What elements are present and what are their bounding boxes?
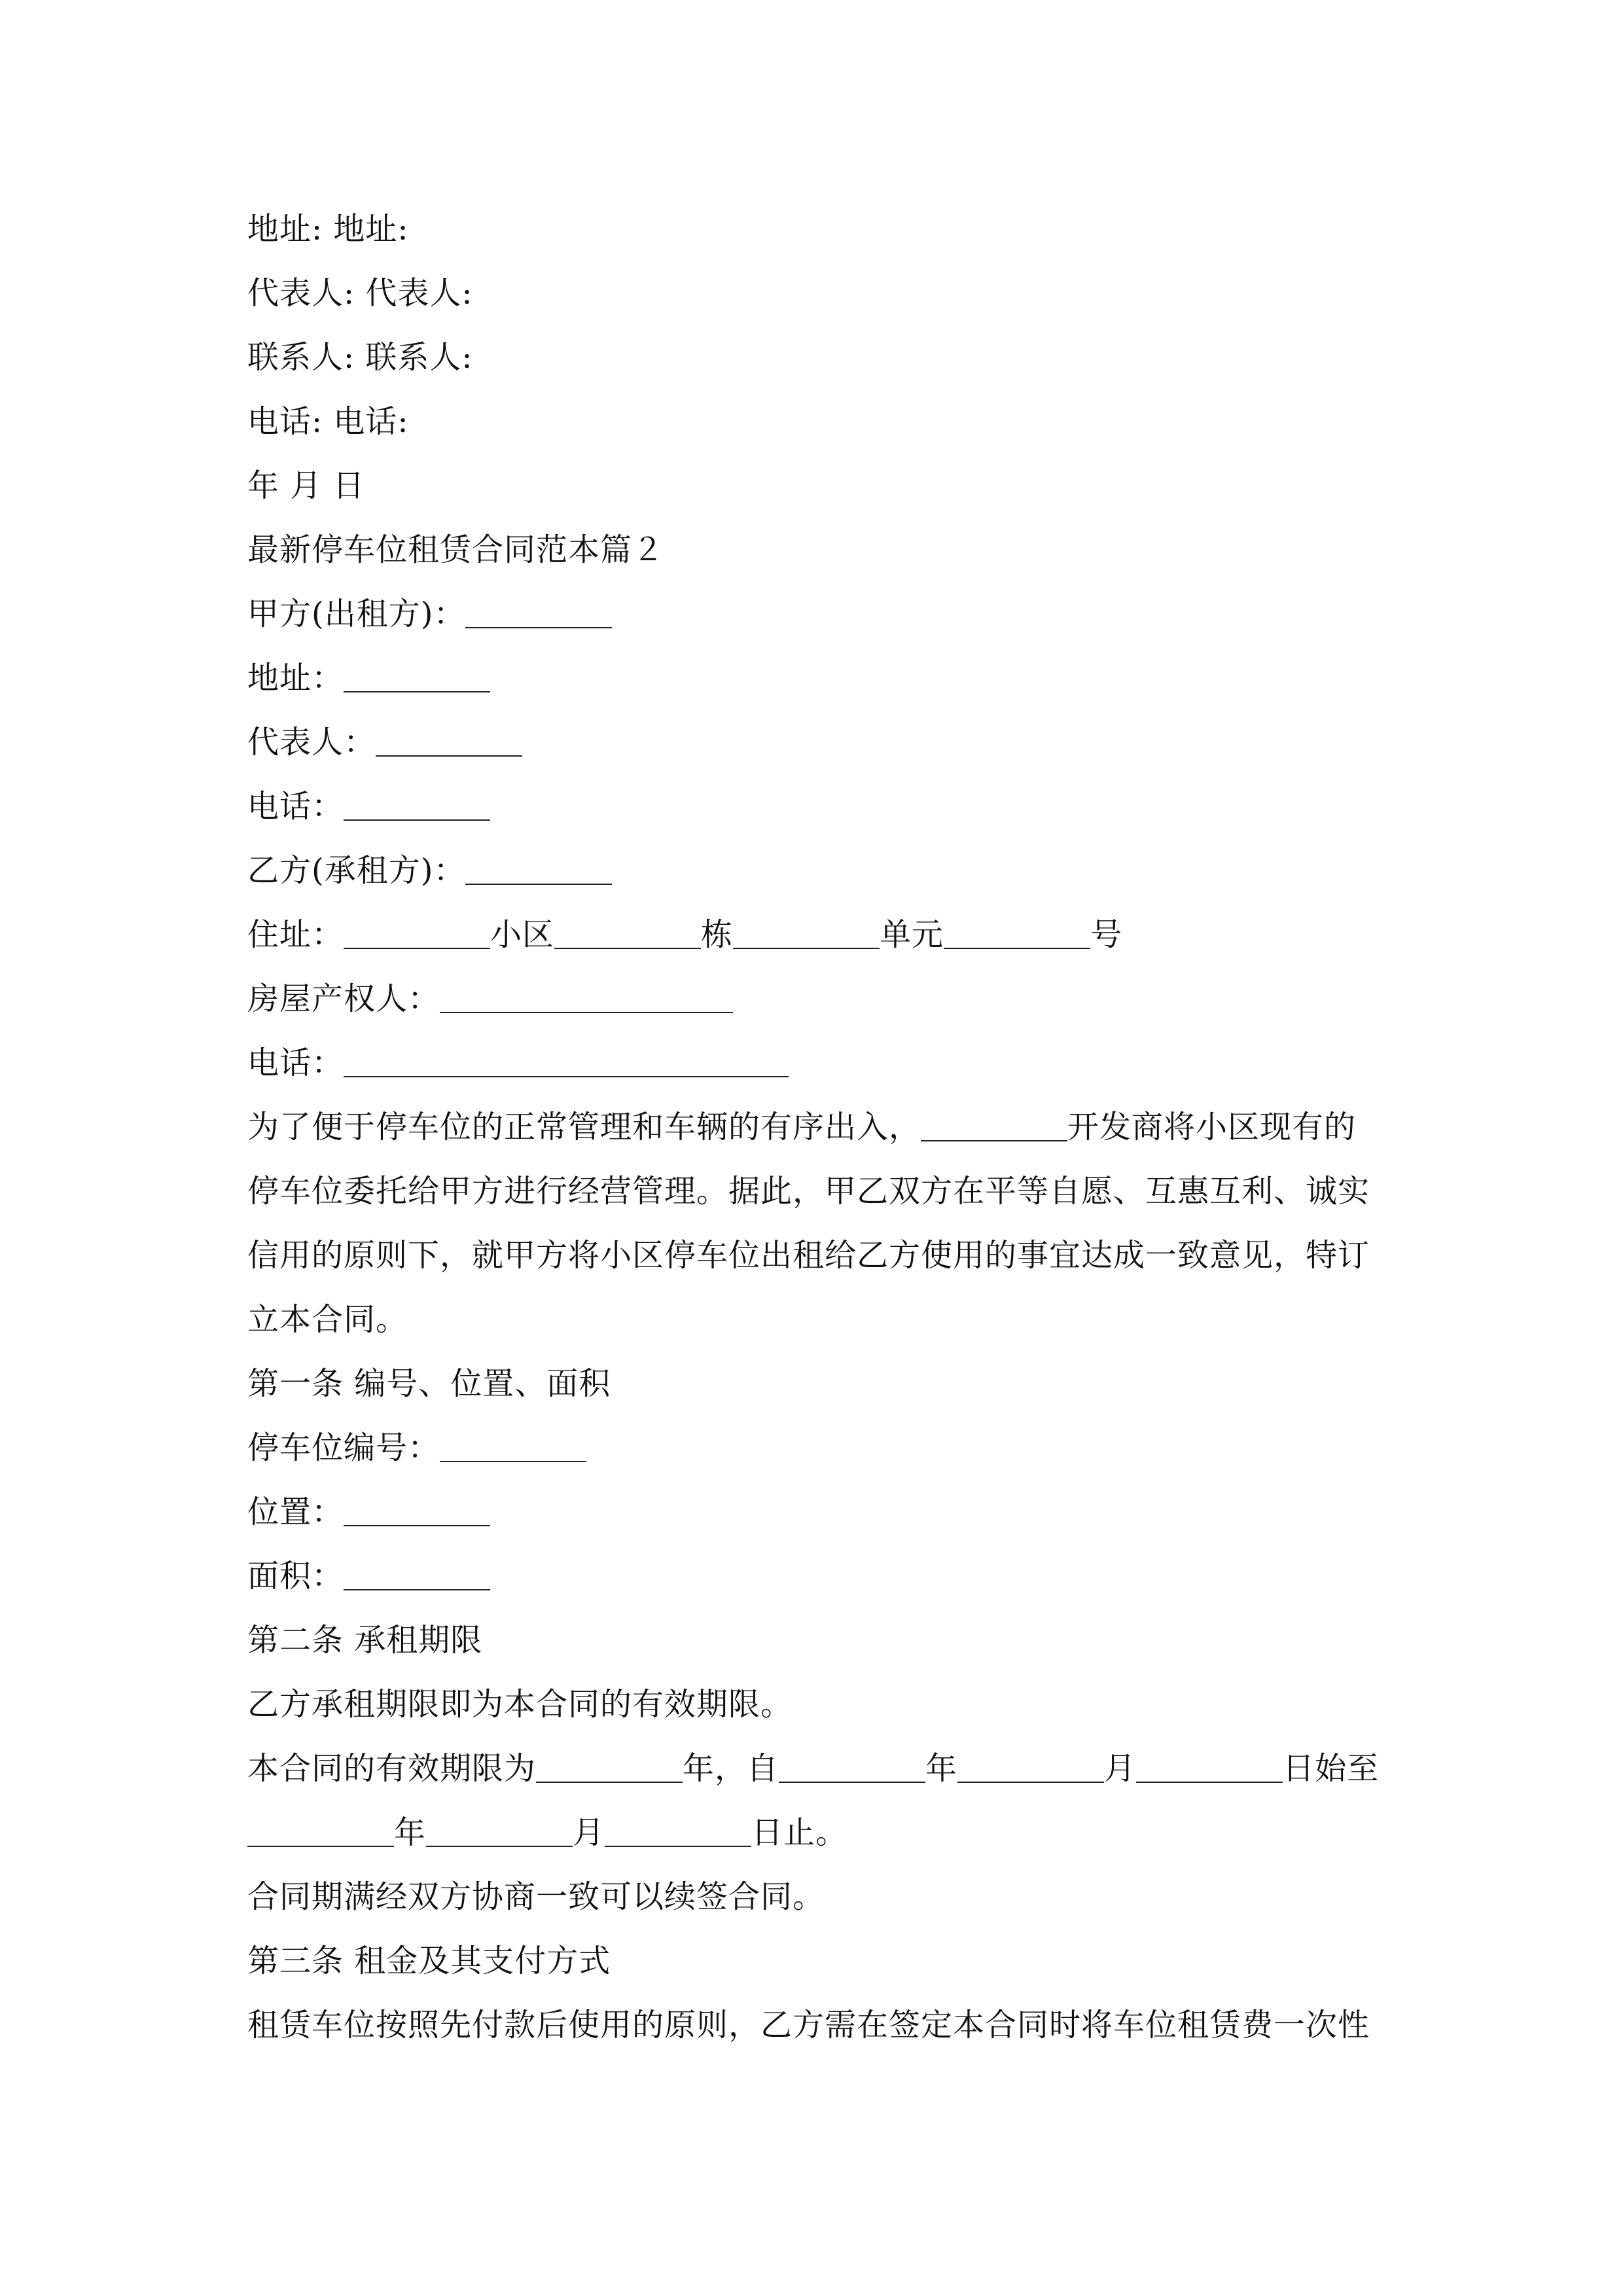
space-number-label: 停车位编号： — [247, 1429, 440, 1466]
lessor-phone-line — [247, 781, 490, 831]
blank-field — [344, 781, 490, 821]
phone-label: 电话： — [247, 788, 344, 825]
lessor-label: 甲方(出租方)： — [247, 596, 466, 632]
term-text: 日始至 — [1283, 1750, 1380, 1787]
lessee-label: 乙方(承租方)： — [247, 852, 466, 889]
paragraph-line: 停车位委托给甲方进行经营管理。据此，甲乙双方在平等自愿、互惠互利、诚实 — [247, 1173, 1370, 1210]
lessor-representative-line — [247, 717, 522, 767]
term-text: 年 — [925, 1750, 958, 1787]
date-line: 年 月 日 — [247, 467, 365, 504]
party-representative-line: 代表人: 代表人: — [247, 275, 473, 312]
blank-field — [247, 1808, 394, 1847]
number-label: 号 — [1090, 916, 1123, 953]
paragraph-text: 开发商将小区现有的 — [1067, 1109, 1357, 1145]
phone-label: 电话： — [247, 1045, 344, 1081]
section-title: 最新停车位租赁合同范本篇２ — [247, 531, 665, 568]
space-area-line — [247, 1551, 490, 1601]
lessee-phone-line — [247, 1038, 789, 1088]
blank-field — [733, 910, 880, 949]
blank-field — [440, 974, 733, 1013]
term-line — [247, 1744, 1379, 1793]
building-label: 栋 — [701, 916, 734, 953]
paragraph-line: 合同期满经双方协商一致可以续签合同。 — [247, 1878, 825, 1915]
party-contact-line: 联系人: 联系人: — [247, 339, 473, 376]
blank-field — [465, 846, 612, 885]
blank-field — [344, 1038, 789, 1077]
blank-field — [440, 1423, 586, 1462]
paragraph-line: 租赁车位按照先付款后使用的原则，乙方需在签定本合同时将车位租赁费一次性 — [247, 2007, 1370, 2043]
party-address-line: 地址: 地址: — [247, 211, 409, 247]
term-text: 月 — [1104, 1750, 1137, 1787]
blank-field — [957, 1744, 1104, 1783]
blank-field — [465, 589, 612, 628]
blank-field — [344, 1551, 490, 1590]
term-text: 年，自 — [683, 1750, 779, 1787]
paragraph-line: 立本合同。 — [247, 1301, 408, 1338]
term-text: 本合同的有效期限为 — [247, 1750, 537, 1787]
blank-field — [344, 1487, 490, 1526]
paragraph-line: 乙方承租期限即为本合同的有效期限。 — [247, 1686, 793, 1723]
paragraph-text: 为了便于停车位的正常管理和车辆的有序出入， — [247, 1109, 921, 1145]
lessee-residence-line — [247, 910, 1122, 960]
term-text: 年 — [394, 1814, 427, 1851]
community-label: 小区 — [490, 916, 555, 953]
blank-field — [536, 1744, 683, 1783]
party-phone-line: 电话: 电话: — [247, 403, 409, 440]
term-text: 月 — [573, 1814, 605, 1851]
lessor-address-line — [247, 653, 490, 703]
address-label: 地址： — [247, 660, 344, 696]
blank-field — [426, 1808, 573, 1847]
blank-field — [554, 910, 701, 949]
lessor-line — [247, 589, 612, 639]
residence-label: 住址： — [247, 916, 344, 953]
article-heading: 第二条 承租期限 — [247, 1622, 483, 1659]
area-label: 面积： — [247, 1558, 344, 1594]
blank-field — [376, 717, 522, 757]
location-label: 位置： — [247, 1494, 344, 1530]
paragraph-line — [247, 1102, 1356, 1152]
article-heading: 第一条 编号、位置、面积 — [247, 1365, 611, 1402]
space-location-line — [247, 1487, 490, 1537]
blank-field — [1136, 1744, 1283, 1783]
term-text: 日止。 — [751, 1814, 848, 1851]
blank-field — [921, 1102, 1067, 1141]
paragraph-line: 信用的原则下，就甲方将小区停车位出租给乙方使用的事宜达成一致意见，特订 — [247, 1237, 1370, 1274]
blank-field — [944, 910, 1090, 949]
unit-label: 单元 — [880, 916, 944, 953]
lessee-line — [247, 846, 612, 895]
article-heading: 第三条 租金及其支付方式 — [247, 1943, 611, 1979]
representative-label: 代表人： — [247, 724, 376, 761]
property-owner-label: 房屋产权人： — [247, 980, 440, 1017]
space-number-line — [247, 1423, 586, 1473]
blank-field — [605, 1808, 751, 1847]
blank-field — [779, 1744, 925, 1783]
blank-field — [344, 653, 490, 692]
term-line — [247, 1808, 847, 1857]
blank-field — [344, 910, 490, 949]
property-owner-line — [247, 974, 733, 1024]
